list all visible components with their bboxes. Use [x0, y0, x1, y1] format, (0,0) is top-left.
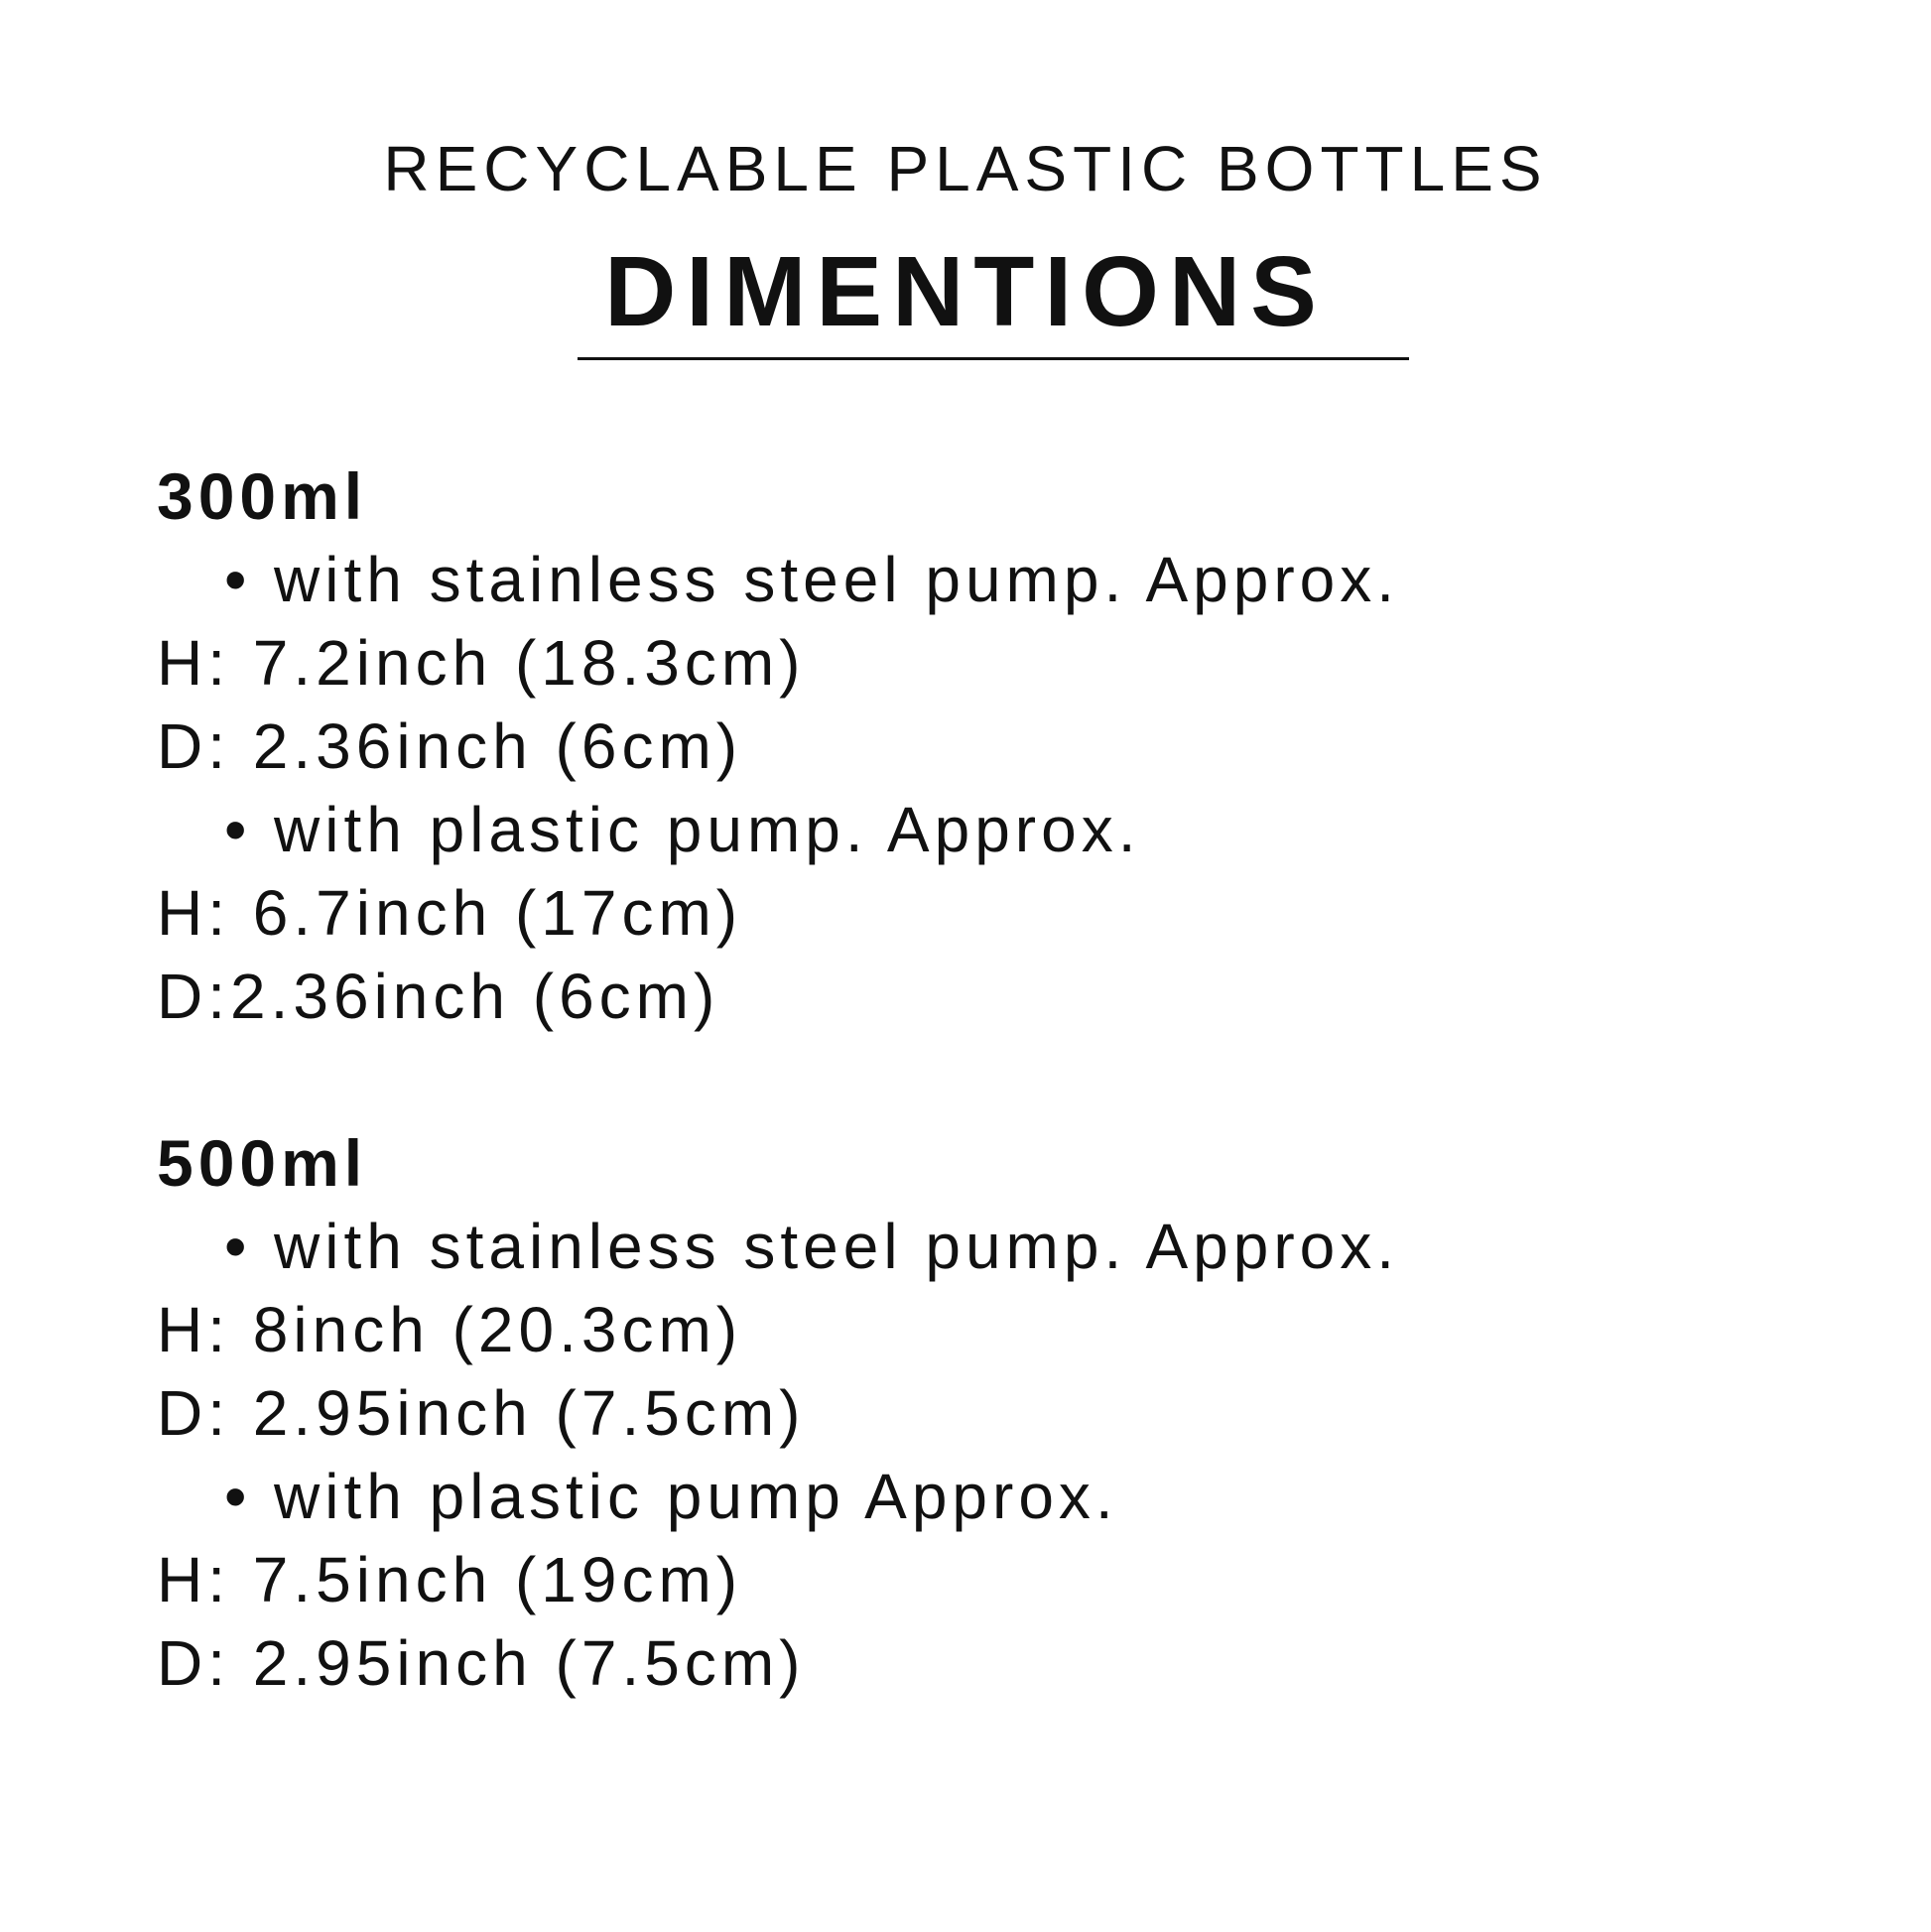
height-value: H: 7.5inch (19cm)	[157, 1544, 743, 1615]
option-label: with stainless steel pump. Approx.	[274, 1211, 1400, 1282]
page-title: DIMENTIONS	[604, 236, 1327, 347]
option-label: with plastic pump Approx.	[274, 1461, 1118, 1532]
bullet-icon: •	[224, 1461, 252, 1532]
page-subtitle: RECYCLABLE PLASTIC BOTTLES	[383, 133, 1548, 204]
bullet-icon: •	[224, 544, 252, 615]
section-500ml	[157, 1121, 1844, 1705]
section-300ml	[157, 454, 1844, 1038]
diameter-value: D: 2.95inch (7.5cm)	[157, 1627, 806, 1699]
diameter-value: D: 2.95inch (7.5cm)	[157, 1377, 806, 1449]
bullet-icon: •	[224, 794, 252, 865]
section-title: 500ml	[157, 1126, 368, 1200]
height-value: H: 7.2inch (18.3cm)	[157, 627, 806, 699]
height-value: H: 6.7inch (17cm)	[157, 877, 743, 949]
option-label: with stainless steel pump. Approx.	[274, 544, 1400, 615]
diameter-value: D:2.36inch (6cm)	[157, 961, 720, 1032]
option-line	[157, 1455, 1844, 1538]
height-value: H: 8inch (20.3cm)	[157, 1294, 743, 1365]
title-divider	[578, 357, 1409, 360]
section-title: 300ml	[157, 459, 368, 533]
option-label: with plastic pump. Approx.	[274, 794, 1141, 865]
dimensions-content	[157, 454, 1844, 1788]
option-line	[157, 1205, 1844, 1288]
bullet-icon: •	[224, 1211, 252, 1282]
option-line	[157, 538, 1844, 621]
diameter-value: D: 2.36inch (6cm)	[157, 710, 743, 782]
option-line	[157, 788, 1844, 871]
